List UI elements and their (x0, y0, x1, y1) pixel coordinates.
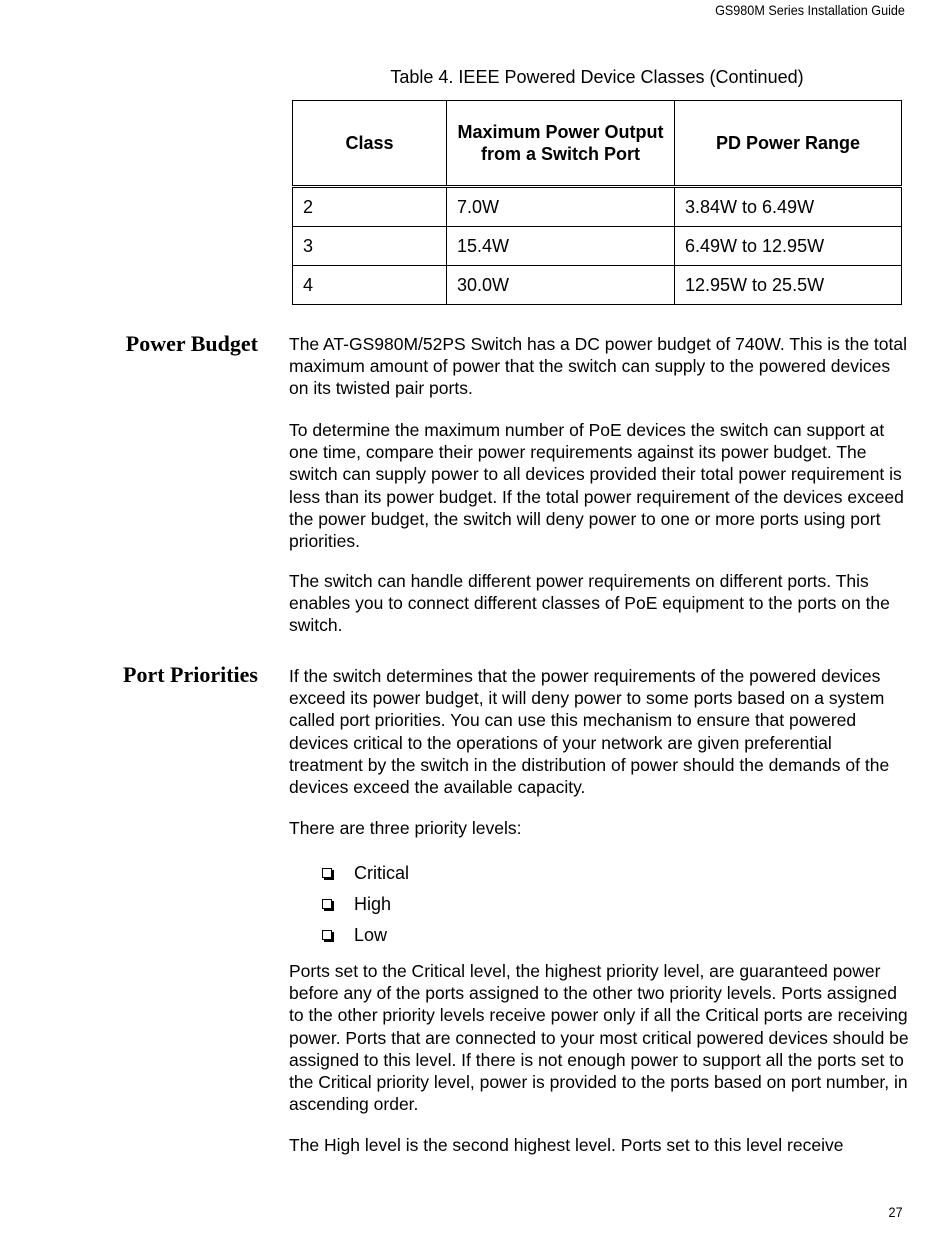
list-item (318, 919, 409, 950)
cell-pd-range: 12.95W to 25.5W (675, 266, 902, 305)
cell-max-power: 7.0W (447, 187, 675, 227)
priority-levels-list (318, 857, 409, 950)
checkbox-square-icon (322, 899, 332, 909)
list-item (318, 857, 409, 888)
column-header-class: Class (293, 101, 447, 187)
port-priorities-intro: There are three priority levels: (289, 818, 522, 838)
cell-pd-range: 3.84W to 6.49W (675, 187, 902, 227)
priority-level-label: Low (354, 924, 388, 945)
column-header-max-power: Maximum Power Output from a Switch Port (447, 101, 675, 187)
table-row (293, 266, 902, 305)
cell-class: 2 (293, 187, 447, 227)
priority-level-label: Critical (354, 862, 410, 883)
checkbox-square-icon (322, 930, 332, 940)
table-caption: Table 4. IEEE Powered Device Classes (Continued) (390, 67, 804, 87)
port-priorities-paragraph-critical: Ports set to the Critical level, the highest priority level, are guaranteed power before any of the ports assigned to the other two priority levels. Ports assigned to the other priority levels receive power only if all the Critical ports are receiving power. Ports that are connected to your most critical powered devices should be assigned to this level. If there is not enough power to support all the ports set to the Critical priority level, power is provided to the ports based on port number, in ascending order. (289, 961, 909, 1115)
power-budget-paragraph-3: The switch can handle different power requirements on different ports. This enables you to connect different classes of PoE equipment to the ports on the switch. (289, 571, 890, 636)
power-budget-paragraph-2: To determine the maximum number of PoE devices the switch can support at one time, compare their power requirements against its power budget. The switch can supply power to all devices provided their total power requirement is less than its power budget. If the total power requirement of the devices exceed the power budget, the switch will deny power to one or more ports using port priorities. (289, 420, 904, 552)
section-heading-port-priorities: Port Priorities (123, 662, 258, 687)
section-heading-power-budget: Power Budget (125, 331, 258, 356)
table-row (293, 227, 902, 266)
port-priorities-paragraph-high: The High level is the second highest level. Ports set to this level receive (289, 1135, 844, 1155)
cell-max-power: 30.0W (447, 266, 675, 305)
cell-class: 3 (293, 227, 447, 266)
pd-classes-table (292, 100, 902, 305)
column-header-pd-range: PD Power Range (675, 101, 902, 187)
power-budget-paragraph-1: The AT-GS980M/52PS Switch has a DC power budget of 740W. This is the total maximum amount of power that the switch can supply to the powered devices on its twisted pair ports. (289, 334, 908, 399)
table-row (293, 187, 902, 227)
running-header: GS980M Series Installation Guide (715, 2, 905, 18)
cell-class: 4 (293, 266, 447, 305)
cell-max-power: 15.4W (447, 227, 675, 266)
list-item (318, 888, 409, 919)
table-header-row (293, 101, 902, 187)
port-priorities-paragraph-1: If the switch determines that the power requirements of the powered devices exceed its power budget, it will deny power to some ports based on a system called port priorities. You can use this mechanism to ensure that powered devices critical to the operations of your network are given preferential treatment by the switch in the distribution of power should the demands of the devices exceed the available capacity. (289, 666, 890, 798)
checkbox-square-icon (322, 868, 332, 878)
priority-level-label: High (354, 893, 392, 914)
cell-pd-range: 6.49W to 12.95W (675, 227, 902, 266)
page-number: 27 (888, 1204, 903, 1220)
